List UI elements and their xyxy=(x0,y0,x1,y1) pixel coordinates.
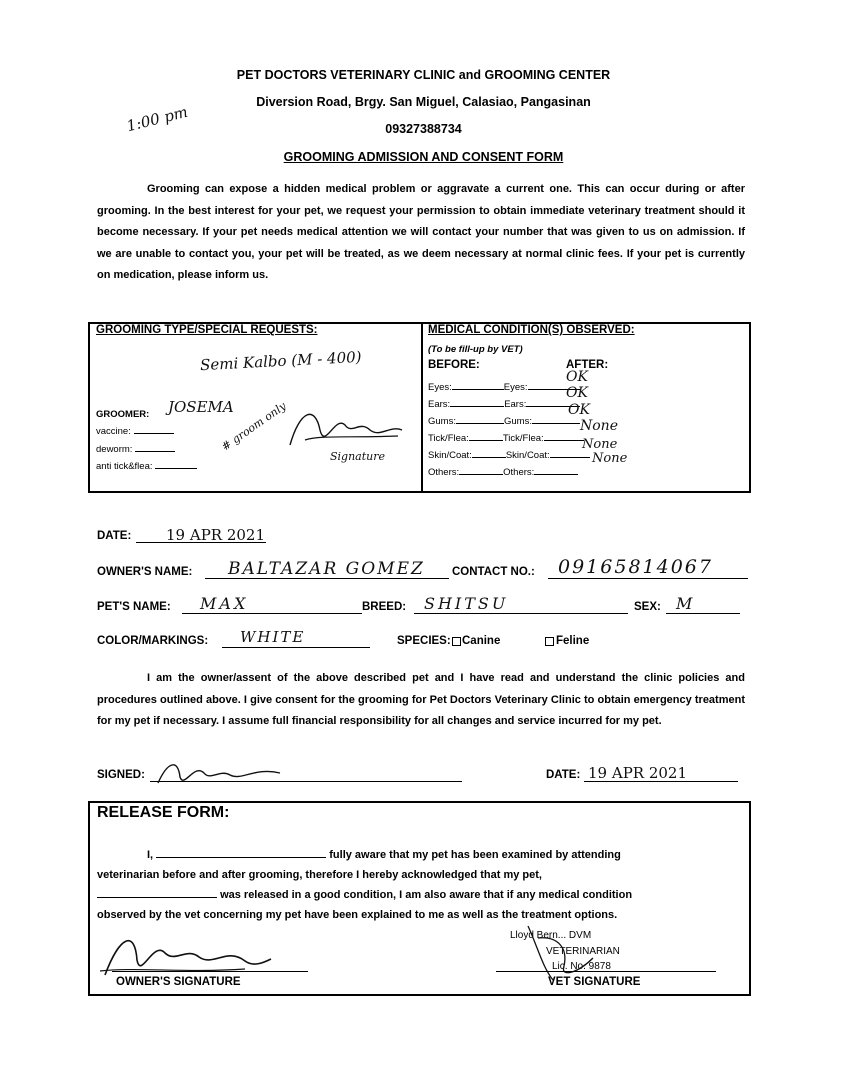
ears-after-hand: OK xyxy=(566,385,588,401)
release-line-4: observed by the vet concerning my pet have been explained to me as well as the treatment options. xyxy=(97,909,618,921)
skin-after-hand: None xyxy=(582,437,618,452)
medical-row-ears: Ears: Ears: xyxy=(428,394,580,412)
canine-label: Canine xyxy=(462,635,501,647)
color-line xyxy=(222,647,370,648)
handwritten-time: 1:00 pm xyxy=(124,102,190,136)
owner-signed-scribble xyxy=(150,755,290,791)
vet-stamp-license: Lic. No. 9878 xyxy=(552,961,611,972)
tick-after-hand: None xyxy=(580,418,618,434)
release-line-1: I, fully aware that my pet has been examined by attending xyxy=(147,849,621,861)
release-title: RELEASE FORM: xyxy=(97,804,230,821)
sex-hand: M xyxy=(676,594,693,613)
owner-name-label: OWNER'S NAME: xyxy=(97,566,193,578)
deworm-label: deworm: xyxy=(96,444,175,455)
signed-label: SIGNED: xyxy=(97,769,145,781)
medical-row-eyes: Eyes: Eyes: xyxy=(428,377,580,395)
pet-name-label: PET'S NAME: xyxy=(97,601,171,613)
contact-line xyxy=(548,578,748,579)
after-label: AFTER: xyxy=(566,359,609,371)
contact-label: CONTACT NO.: xyxy=(452,566,535,578)
vet-signature-label: VET SIGNATURE xyxy=(548,976,641,988)
signed-date-value: 19 APR 2021 xyxy=(588,764,688,782)
clinic-name: PET DOCTORS VETERINARY CLINIC and GROOMING CENTER xyxy=(236,68,611,82)
sex-label: SEX: xyxy=(634,601,661,613)
owner-signature-line xyxy=(112,971,308,972)
grooming-request-hand: Semi Kalbo (M - 400) xyxy=(199,347,362,375)
medical-subtitle: (To be fill-up by VET) xyxy=(428,344,523,355)
owner-signature-label: OWNER'S SIGNATURE xyxy=(116,976,241,988)
breed-hand: SHITSU xyxy=(424,594,509,613)
grooming-type-title: GROOMING TYPE/SPECIAL REQUESTS: xyxy=(96,324,318,336)
gums-after-hand: OK xyxy=(568,402,590,418)
consent-paragraph: I am the owner/assent of the above described pet and I have read and understand the clinic policies and procedures outlined above. I give consent for the grooming for Pet Doctors Veterinary Clinic to obtain emergency treatment for my pet if necessary. I assume full financial responsibility for all changes and service incurred for my pet. xyxy=(97,672,745,727)
vet-signature-line xyxy=(496,971,716,972)
vaccine-label: vaccine: xyxy=(96,426,174,437)
clinic-address: Diversion Road, Brgy. San Miguel, Calasiao, Pangasinan xyxy=(256,95,591,109)
color-label: COLOR/MARKINGS: xyxy=(97,635,209,647)
date-label: DATE: xyxy=(97,530,132,542)
intro-paragraph: Grooming can expose a hidden medical problem or aggravate a current one. This can occur during or after grooming. In the best interest for your pet, we request your permission to obtain immediate veterinary treatment should it become necessary. If your pet needs medical attention we will contact your number that was given to us on admission. If we are unable to contact you, your pet will be treated, as we deem necessary at normal clinic fees. If your pet is currently on medication, please inform us. xyxy=(97,183,745,281)
owner-name-hand: BALTAZAR GOMEZ xyxy=(228,559,425,579)
anti-tick-label: anti tick&flea: xyxy=(96,461,197,472)
groomer-label: GROOMER: xyxy=(96,409,150,420)
medical-row-gums: Gums: Gums: xyxy=(428,411,580,429)
feline-label: Feline xyxy=(556,635,590,647)
groomer-hand: JOSEMA xyxy=(168,398,234,416)
breed-line xyxy=(414,613,628,614)
color-hand: WHITE xyxy=(240,628,306,646)
box-divider xyxy=(421,322,423,493)
breed-label: BREED: xyxy=(362,601,407,613)
species-label: SPECIES: xyxy=(397,635,451,647)
pet-name-hand: MAX xyxy=(200,594,249,613)
vet-stamp-name: Lloyd Bern... DVM xyxy=(510,930,592,941)
medical-row-skin: Skin/Coat: Skin/Coat: xyxy=(428,445,590,463)
sex-line xyxy=(666,613,740,614)
contact-hand: 09165814067 xyxy=(558,556,713,578)
release-line-3: was released in a good condition, I am also aware that if any medical condition xyxy=(97,885,747,905)
others-after-hand: None xyxy=(592,451,628,466)
feline-checkbox[interactable] xyxy=(545,637,554,646)
date-value: 19 APR 2021 xyxy=(166,526,266,544)
release-line-2: veterinarian before and after grooming, therefore I hereby acknowledged that my pet, xyxy=(97,869,542,881)
form-title: GROOMING ADMISSION AND CONSENT FORM xyxy=(283,150,564,164)
before-label: BEFORE: xyxy=(428,359,480,371)
clinic-phone: 09327388734 xyxy=(385,122,462,136)
groom-only-note-hand: # groom only xyxy=(219,399,289,454)
medical-row-tick: Tick/Flea: Tick/Flea: xyxy=(428,428,584,446)
medical-row-others: Others: Others: xyxy=(428,462,578,480)
vet-stamp-title: VETERINARIAN xyxy=(546,946,620,957)
pet-name-line xyxy=(182,613,362,614)
signed-date-label: DATE: xyxy=(546,769,581,781)
medical-title: MEDICAL CONDITION(S) OBSERVED: xyxy=(428,324,635,336)
eyes-after-hand: OK xyxy=(566,369,588,385)
signature-label-hand: Signature xyxy=(330,450,386,463)
canine-checkbox[interactable] xyxy=(452,637,461,646)
